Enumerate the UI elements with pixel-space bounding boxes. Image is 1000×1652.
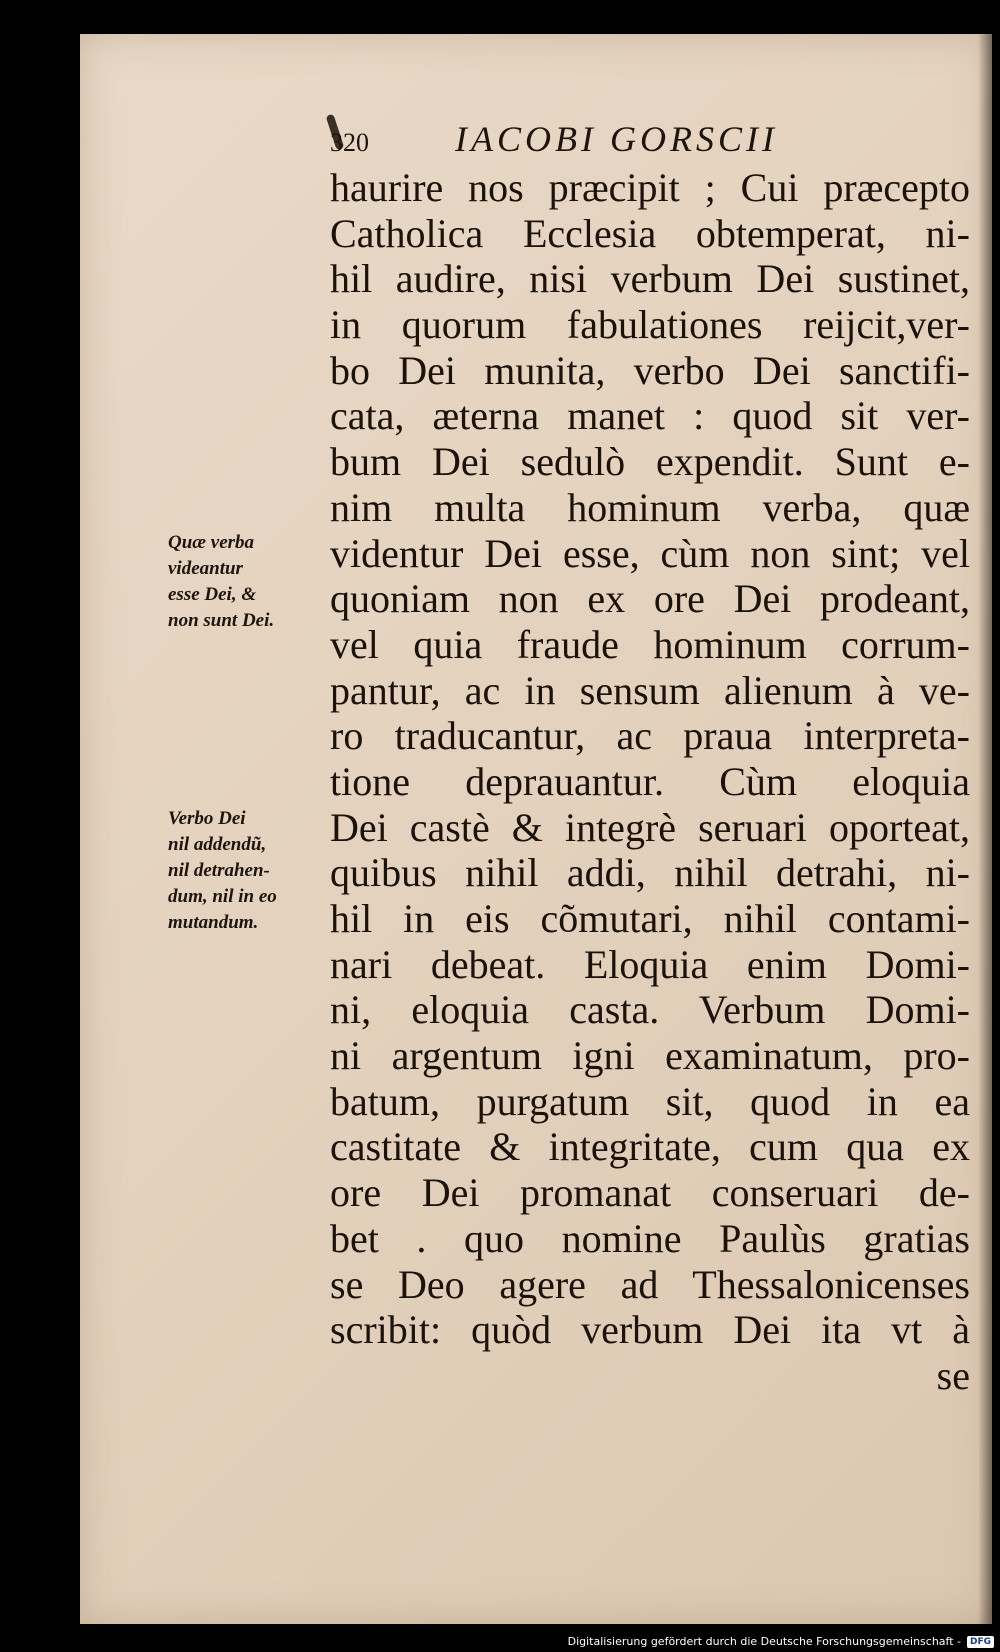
margin-note-line: Verbo Dei bbox=[168, 808, 246, 829]
text-line: bet . quo nomine Paulùs gratias bbox=[330, 1215, 970, 1261]
text-line: bum Dei sedulò expendit. Sunt e- bbox=[330, 439, 970, 485]
text-line: Dei castè & integrè seruari oporteat, bbox=[330, 804, 970, 850]
text-line: castitate & integritate, cum qua ex bbox=[330, 1124, 970, 1170]
page-header bbox=[330, 118, 930, 170]
main-text-block bbox=[330, 165, 970, 1399]
text-line: Catholica Ecclesia obtemperat, ni- bbox=[330, 210, 970, 256]
margin-note-line: nil detrahen- bbox=[168, 860, 270, 881]
margin-note-line: Quæ verba bbox=[168, 532, 255, 553]
text-line: ro traducantur, ac praua interpreta- bbox=[330, 713, 970, 759]
dfg-logo: DFG bbox=[967, 1636, 994, 1648]
margin-note-line: esse Dei, & bbox=[168, 584, 257, 605]
text-line: scribit: quòd verbum Dei ita vt à bbox=[330, 1307, 970, 1353]
margin-note-line: videantur bbox=[168, 558, 243, 579]
text-line: se Deo agere ad Thessalonicenses bbox=[330, 1261, 970, 1307]
catchword: se bbox=[936, 1352, 970, 1398]
margin-note-line: mutandum. bbox=[168, 912, 259, 933]
text-line: videntur Dei esse, cùm non sint; vel bbox=[330, 530, 970, 576]
page-number: 320 bbox=[330, 128, 369, 157]
text-line: quoniam non ex ore Dei prodeant, bbox=[330, 576, 970, 622]
text-line: ni, eloquia casta. Verbum Domi- bbox=[330, 987, 970, 1033]
text-line: bo Dei munita, verbo Dei sanctifi- bbox=[330, 347, 970, 393]
text-line: vel quia fraude hominum corrum- bbox=[330, 621, 970, 667]
text-line: ni argentum igni examinatum, pro- bbox=[330, 1033, 970, 1079]
credit-text: Digitalisierung gefördert durch die Deutsche Forschungsgemeinschaft - bbox=[567, 1635, 961, 1648]
margin-note bbox=[168, 806, 328, 936]
text-line: pantur, ac in sensum alienum à ve- bbox=[330, 667, 970, 713]
text-line: nari debeat. Eloquia enim Domi- bbox=[330, 941, 970, 987]
text-line: hil in eis cõmutari, nihil contami- bbox=[330, 896, 970, 941]
text-line: tione deprauantur. Cùm eloquia bbox=[330, 758, 970, 804]
running-title: IACOBI GORSCII bbox=[455, 119, 778, 159]
text-line: in quorum fabulationes reijcit,ver- bbox=[330, 302, 970, 348]
text-line: hil audire, nisi verbum Dei sustinet, bbox=[330, 256, 970, 302]
text-line: nim multa hominum verba, quæ bbox=[330, 484, 970, 530]
margin-note bbox=[168, 530, 328, 634]
text-line: quibus nihil addi, nihil detrahi, ni- bbox=[330, 850, 970, 896]
text-line: ore Dei promanat conseruari de- bbox=[330, 1170, 970, 1216]
margin-note-line: non sunt Dei. bbox=[168, 610, 275, 631]
text-line: batum, purgatum sit, quod in ea bbox=[330, 1078, 970, 1124]
margin-note-line: nil addendũ, bbox=[168, 834, 267, 855]
text-line: cata, æterna manet : quod sit ver- bbox=[330, 393, 970, 439]
margin-note-line: dum, nil in eo bbox=[168, 886, 277, 907]
text-line: haurire nos præcipit ; Cui præcepto bbox=[330, 165, 970, 210]
digitization-credit bbox=[568, 1635, 994, 1648]
